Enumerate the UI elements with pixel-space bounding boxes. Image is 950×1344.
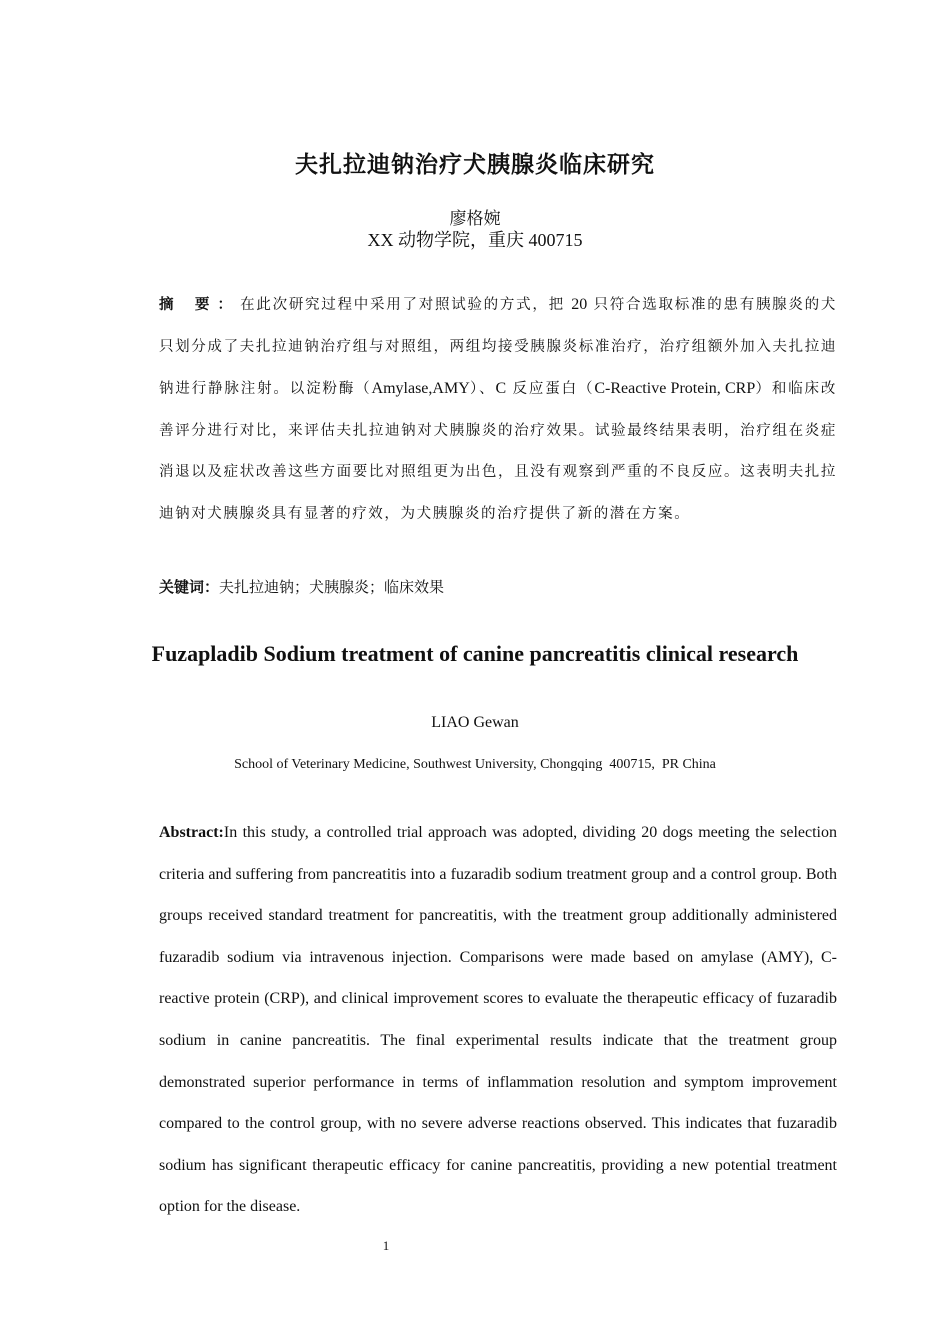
english-abstract-label: Abstract:: [159, 824, 224, 841]
english-abstract-text: In this study, a controlled trial approach was adopted, dividing 20 dogs meeting the selection criteria and suffering from pancreatitis into a fuzaradib sodium treatment group and a control group. Both groups received standard treatment for pancreatitis, with the treatment group additionally administered fuzaradib sodium via intravenous injection. Comparisons were made based on amylase (AMY), C-reactive protein (CRP), and clinical improvement scores to evaluate the therapeutic efficacy of fuzaradib sodium in canine pancreatitis. The final experimental results indicate that the treatment group demonstrated superior performance in terms of inflammation resolution and symptom improvement compared to the control group, with no severe adverse reactions observed. This indicates that fuzaradib sodium has significant therapeutic efficacy for canine pancreatitis, providing a new potential treatment option for the disease.: [159, 824, 837, 1216]
chinese-abstract-text-2: 只符合选取标准的患有胰腺炎的犬只划分成了夫扎拉迪钠治疗组与对照组，两组均接受胰腺炎标准治疗，治疗组额外加入夫扎拉迪钠进行静脉注射。以淀粉酶（: [159, 297, 837, 397]
chinese-abstract-c: C: [495, 380, 507, 397]
chinese-abstract-crp: C-Reactive Protein, CRP: [594, 380, 756, 397]
chinese-abstract-text-5: ）和临床改善评分进行对比，来评估夫扎拉迪钠对犬胰腺炎的治疗效果。试验最终结果表明，治疗组在炎症消退以及症状改善这些方面要比对照组更为出色，且没有观察到严重的不良反应。这表明夫扎拉迪钠对犬胰腺炎具有显著的疗效，为犬胰腺炎的治疗提供了新的潜在方案。: [159, 381, 838, 522]
chinese-abstract: [159, 284, 837, 535]
chinese-abstract-text-1: 在此次研究过程中采用了对照试验的方式，把: [240, 297, 572, 313]
chinese-keywords-text: 夫扎拉迪钠；犬胰腺炎；临床效果: [219, 578, 445, 596]
chinese-abstract-label: 摘 要：: [159, 297, 241, 313]
english-affiliation: School of Veterinary Medicine, Southwest University, Chongqing 400715, PR China: [234, 757, 716, 772]
chinese-abstract-number: 20: [571, 296, 588, 313]
english-abstract: [159, 812, 837, 1228]
chinese-keywords-label: 关键词：: [159, 578, 220, 596]
chinese-abstract-text-4: 反应蛋白（: [506, 381, 595, 397]
chinese-affiliation: XX 动物学院，重庆 400715: [367, 230, 583, 250]
page-number: 1: [382, 1238, 390, 1253]
chinese-title: 夫扎拉迪钠治疗犬胰腺炎临床研究: [295, 152, 655, 178]
chinese-keywords: [159, 576, 837, 597]
english-author: LIAO Gewan: [431, 714, 519, 731]
english-title: Fuzapladib Sodium treatment of canine pancreatitis clinical research: [151, 641, 799, 666]
chinese-abstract-text-3: ）、: [469, 381, 496, 397]
chinese-abstract-amy: Amylase,AMY: [371, 380, 470, 397]
chinese-author: 廖格婉: [449, 209, 501, 229]
